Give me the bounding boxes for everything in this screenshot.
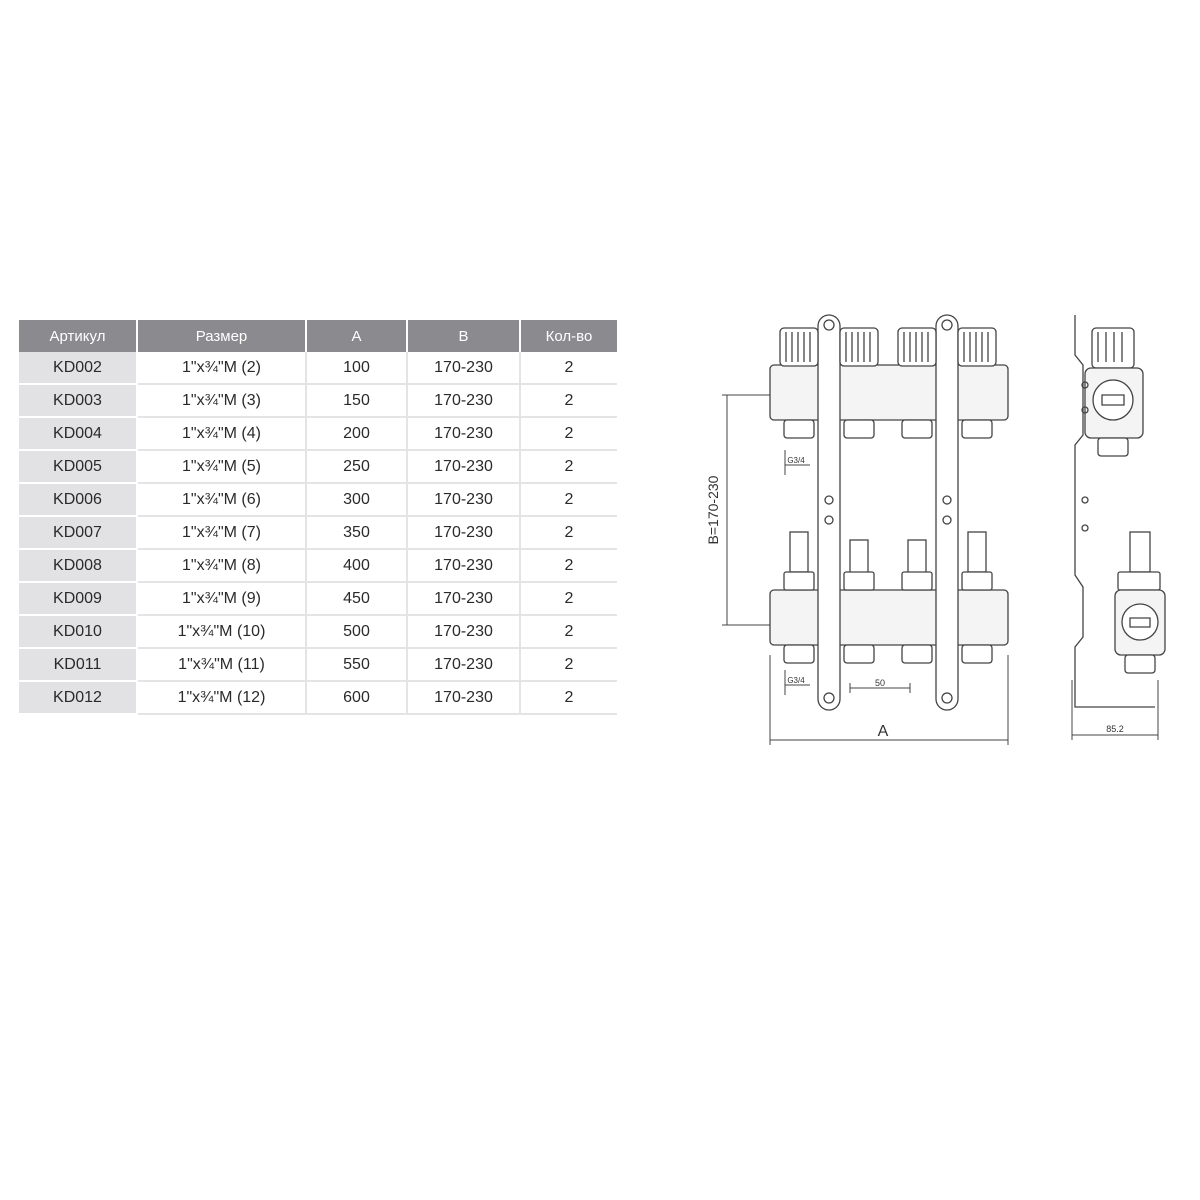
b-cell: 170-230 <box>407 681 520 714</box>
qty-cell: 2 <box>520 549 617 582</box>
table-row <box>19 681 617 714</box>
a-cell: 450 <box>306 582 407 615</box>
table-row <box>19 549 617 582</box>
header-a: A <box>306 320 407 352</box>
thread-label-bottom: G3/4 <box>787 676 805 685</box>
a-cell: 550 <box>306 648 407 681</box>
table-row <box>19 516 617 549</box>
b-cell: 170-230 <box>407 352 520 384</box>
a-cell: 400 <box>306 549 407 582</box>
b-cell: 170-230 <box>407 648 520 681</box>
header-qty: Кол-во <box>520 320 617 352</box>
table-row <box>19 483 617 516</box>
size-cell: 1"x¾"M (3) <box>137 384 306 417</box>
dimension-b-label: B=170-230 <box>705 475 721 545</box>
article-cell: KD006 <box>19 483 137 516</box>
qty-cell: 2 <box>520 516 617 549</box>
return-manifold-bar <box>770 590 1008 645</box>
a-cell: 600 <box>306 681 407 714</box>
header-size: Размер <box>137 320 306 352</box>
qty-cell: 2 <box>520 352 617 384</box>
mounting-bracket-left <box>818 315 840 710</box>
qty-cell: 2 <box>520 417 617 450</box>
a-cell: 350 <box>306 516 407 549</box>
table-row <box>19 648 617 681</box>
size-cell: 1"x¾"M (11) <box>137 648 306 681</box>
table-row <box>19 582 617 615</box>
qty-cell: 2 <box>520 450 617 483</box>
b-cell: 170-230 <box>407 615 520 648</box>
qty-cell: 2 <box>520 384 617 417</box>
header-b: B <box>407 320 520 352</box>
article-cell: KD011 <box>19 648 137 681</box>
b-cell: 170-230 <box>407 417 520 450</box>
side-view <box>1075 315 1165 707</box>
b-cell: 170-230 <box>407 384 520 417</box>
size-cell: 1"x¾"M (9) <box>137 582 306 615</box>
size-cell: 1"x¾"M (2) <box>137 352 306 384</box>
article-cell: KD004 <box>19 417 137 450</box>
table-row <box>19 615 617 648</box>
a-cell: 200 <box>306 417 407 450</box>
table-row <box>19 417 617 450</box>
size-cell: 1"x¾"M (4) <box>137 417 306 450</box>
table-header-row <box>19 320 617 352</box>
b-cell: 170-230 <box>407 450 520 483</box>
specs-table <box>19 320 617 715</box>
article-cell: KD005 <box>19 450 137 483</box>
a-cell: 100 <box>306 352 407 384</box>
qty-cell: 2 <box>520 648 617 681</box>
supply-manifold-bar <box>770 365 1008 420</box>
qty-cell: 2 <box>520 681 617 714</box>
article-cell: KD002 <box>19 352 137 384</box>
size-cell: 1"x¾"M (10) <box>137 615 306 648</box>
table-row <box>19 352 617 384</box>
header-article: Артикул <box>19 320 137 352</box>
dimension-depth-label: 85.2 <box>1106 724 1124 734</box>
b-cell: 170-230 <box>407 516 520 549</box>
mounting-bracket-right <box>936 315 958 710</box>
b-cell: 170-230 <box>407 549 520 582</box>
qty-cell: 2 <box>520 582 617 615</box>
article-cell: KD010 <box>19 615 137 648</box>
size-cell: 1"x¾"M (6) <box>137 483 306 516</box>
flow-meters <box>784 532 992 590</box>
outlets-bottom <box>784 645 992 663</box>
size-cell: 1"x¾"M (8) <box>137 549 306 582</box>
size-cell: 1"x¾"M (5) <box>137 450 306 483</box>
a-cell: 150 <box>306 384 407 417</box>
table-row <box>19 384 617 417</box>
a-cell: 250 <box>306 450 407 483</box>
qty-cell: 2 <box>520 483 617 516</box>
table-row <box>19 450 617 483</box>
valve-caps-top <box>780 328 996 366</box>
b-cell: 170-230 <box>407 483 520 516</box>
a-cell: 300 <box>306 483 407 516</box>
thread-label-top: G3/4 <box>787 456 805 465</box>
article-cell: KD012 <box>19 681 137 714</box>
article-cell: KD003 <box>19 384 137 417</box>
article-cell: KD009 <box>19 582 137 615</box>
article-cell: KD008 <box>19 549 137 582</box>
b-cell: 170-230 <box>407 582 520 615</box>
size-cell: 1"x¾"M (12) <box>137 681 306 714</box>
outlets-top <box>784 420 992 438</box>
size-cell: 1"x¾"M (7) <box>137 516 306 549</box>
qty-cell: 2 <box>520 615 617 648</box>
dimension-a-label: A <box>877 723 889 740</box>
article-cell: KD007 <box>19 516 137 549</box>
a-cell: 500 <box>306 615 407 648</box>
manifold-drawing <box>700 300 1180 760</box>
dimension-spacing-label: 50 <box>874 678 886 688</box>
